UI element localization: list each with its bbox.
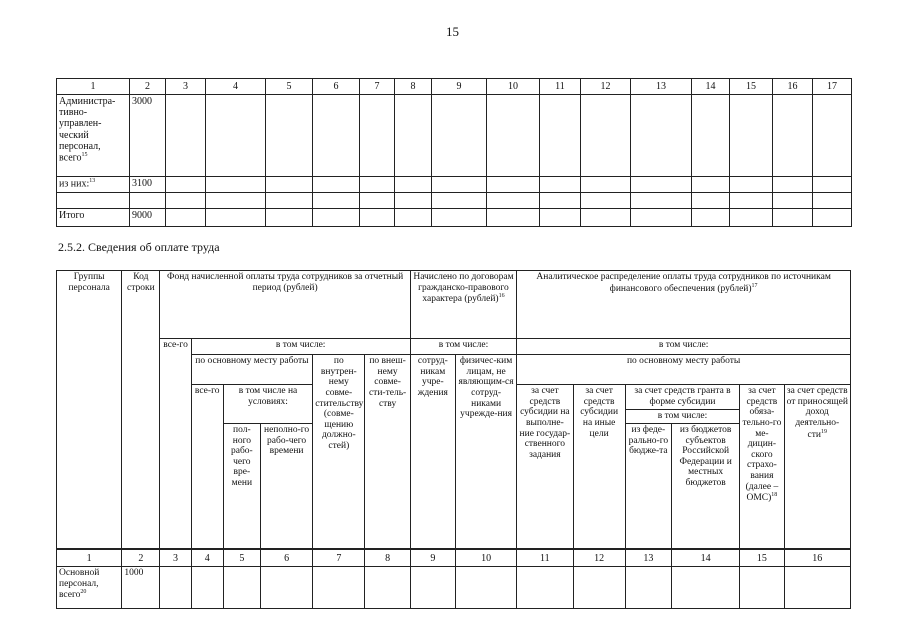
- row-code-main: 1000: [122, 566, 160, 608]
- header-code: Код строки: [122, 271, 160, 550]
- row-label-total: Итого: [57, 209, 130, 227]
- table2-col-number: 4: [191, 549, 223, 566]
- header-internal: по внутрен-нему совме-стительству (совме-щению должно-стей): [313, 355, 365, 550]
- header-incl-contracts: в том числе:: [410, 339, 517, 355]
- table2-col-number: 6: [260, 549, 312, 566]
- table2-col-number: 14: [671, 549, 739, 566]
- header-fund: Фонд начисленной оплаты труда сотрудников за отчетный период (рублей): [160, 271, 410, 339]
- table1-col-number: 10: [487, 79, 540, 95]
- header-incl-fund: в том числе:: [191, 339, 410, 355]
- row-code-admin: 3000: [130, 95, 166, 177]
- header-staff: сотруд-никам учре-ждения: [410, 355, 455, 550]
- table1-col-number: 6: [313, 79, 360, 95]
- header-full-time: пол-ного рабо-чего вре-мени: [223, 423, 260, 549]
- table1-col-number: 4: [206, 79, 266, 95]
- table2-col-number: 1: [57, 549, 122, 566]
- row-code-of-them: 3100: [130, 177, 166, 193]
- header-total-2: все-го: [191, 385, 223, 550]
- table1-col-number: 2: [130, 79, 166, 95]
- header-external: по внеш-нему совме-сти-тель-ству: [365, 355, 410, 550]
- header-part-time: неполно-го рабо-чего времени: [260, 423, 312, 549]
- table1-col-number: 13: [631, 79, 692, 95]
- table2-col-number: 5: [223, 549, 260, 566]
- header-groups: Группы персонала: [57, 271, 122, 550]
- header-main-place-2: по основному месту работы: [517, 355, 851, 385]
- row-label-admin: Администра-тивно-управлен-ческий персонал, всего$^{15}$: [57, 95, 130, 177]
- table2-col-number: 12: [573, 549, 625, 566]
- header-total: все-го: [160, 339, 191, 550]
- column-numbers-row-2: [57, 549, 851, 566]
- table2-col-number: 16: [784, 549, 851, 566]
- header-other-subsidy: за счет средств субсидии на иные цели: [573, 385, 625, 550]
- column-numbers-row: [57, 79, 852, 95]
- table1-col-number: 9: [432, 79, 487, 95]
- header-grant-incl: в том числе:: [626, 409, 740, 422]
- wage-table: [56, 270, 851, 609]
- header-income: за счет средств от приносящей доход деятельно-сти$^{19}$: [784, 385, 851, 550]
- table1-col-number: 17: [813, 79, 852, 95]
- table1-col-number: 8: [395, 79, 432, 95]
- header-contracts: Начислено по договорам гражданско-правового характера (рублей)$^{16}$: [410, 271, 517, 339]
- header-main-place: по основному месту работы: [191, 355, 313, 385]
- header-federal: из феде-рально-го бюдже-та: [625, 423, 671, 549]
- header-subsidy: за счет средств субсидии на выполне-ние государ-ственного задания: [517, 385, 573, 550]
- header-incl-analytic: в том числе:: [517, 339, 851, 355]
- header-grant-label: за счет средств гранта в форме субсидии: [634, 386, 731, 407]
- table1-col-number: 14: [692, 79, 730, 95]
- table2-col-number: 7: [313, 549, 365, 566]
- table2-col-number: 10: [455, 549, 516, 566]
- header-incl-conditions: в том числе на условиях:: [223, 385, 312, 424]
- table2-col-number: 8: [365, 549, 410, 566]
- row-code-total: 9000: [130, 209, 166, 227]
- table2-col-number: 13: [625, 549, 671, 566]
- table1-col-number: 12: [581, 79, 631, 95]
- section-title: 2.5.2. Сведения об оплате труда: [58, 240, 220, 254]
- row-label-of-them: из них:$^{13}$: [57, 177, 130, 193]
- table1-col-number: 7: [360, 79, 395, 95]
- header-analytic: Аналитическое распределение оплаты труда сотрудников по источникам финансового обеспечения (рублей)$^{17}$: [517, 271, 851, 339]
- row-label-main: Основной персонал, всего$^{20}$: [57, 566, 122, 608]
- table2-col-number: 15: [740, 549, 784, 566]
- table1-col-number: 15: [730, 79, 773, 95]
- table2-col-number: 9: [410, 549, 455, 566]
- header-oms: за счет средств обяза-тельно-го ме-дицин-ского страхо-вания (далее – ОМС)$^{18}$: [740, 385, 784, 550]
- table1-col-number: 3: [166, 79, 206, 95]
- table1-col-number: 1: [57, 79, 130, 95]
- header-grant: [625, 385, 740, 424]
- table1-col-number: 16: [773, 79, 813, 95]
- table2-col-number: 3: [160, 549, 191, 566]
- table2-col-number: 2: [122, 549, 160, 566]
- table2-col-number: 11: [517, 549, 573, 566]
- page-number: 15: [446, 24, 459, 39]
- table1-col-number: 11: [540, 79, 581, 95]
- staff-table-continuation: [56, 78, 852, 227]
- header-individuals: физичес-ким лицам, не являющим-ся сотруд-никами учрежде-ния: [455, 355, 516, 550]
- header-regional: из бюджетов субъектов Российской Федерации и местных бюджетов: [671, 423, 739, 549]
- table1-col-number: 5: [266, 79, 313, 95]
